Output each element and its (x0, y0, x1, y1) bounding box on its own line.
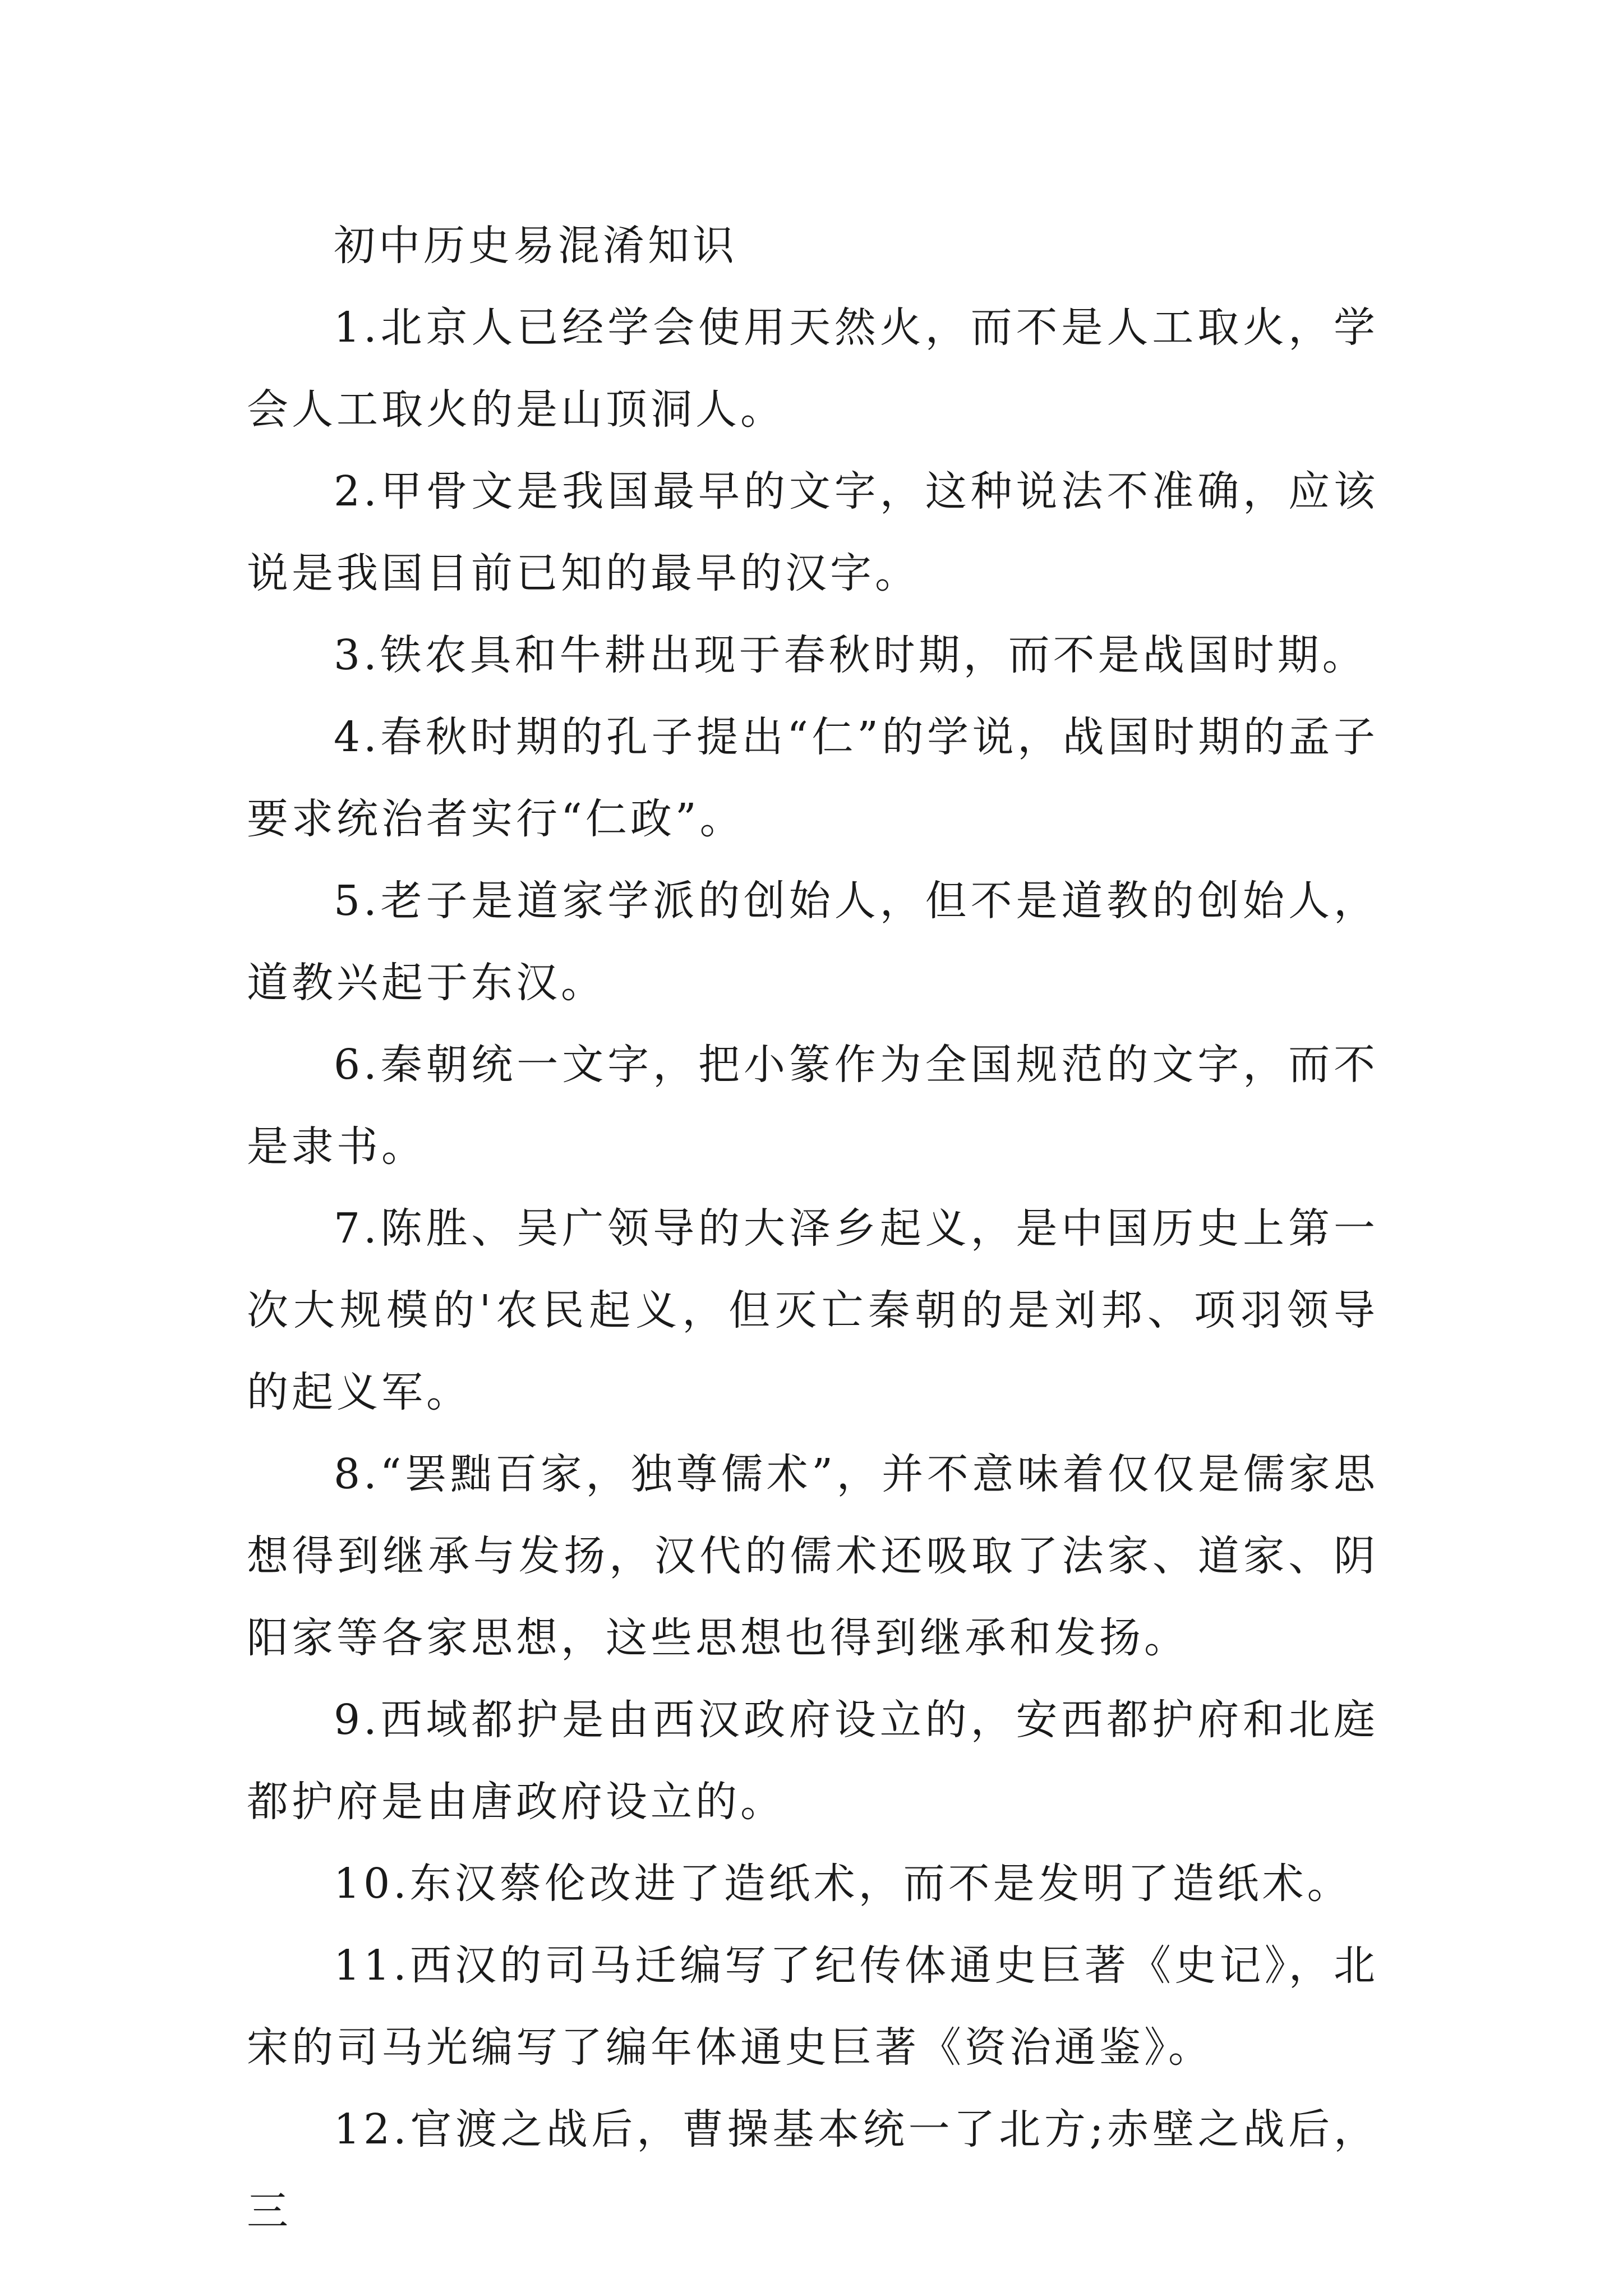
paragraph: 6.秦朝统一文字，把小篆作为全国规范的文字，而不是隶书。 (247, 1041, 1378, 1171)
paragraph: 8.“罢黜百家，独尊儒术”，并不意味着仅仅是儒家思想得到继承与发扬，汉代的儒术还吸取了法家、道家、阴阳家等各家思想，这些思想也得到继承和发扬。 (247, 1450, 1378, 1662)
paragraph: 2.甲骨文是我国最早的文字，这种说法不准确，应该说是我国目前已知的最早的汉字。 (247, 467, 1378, 597)
paragraph: 11.西汉的司马迁编写了纪传体通史巨著《史记》，北宋的司马光编写了编年体通史巨著《资治通鉴》。 (247, 1941, 1378, 2072)
paragraph: 1.北京人已经学会使用天然火，而不是人工取火，学会人工取火的是山顶洞人。 (247, 303, 1378, 434)
page-title: 初中历史易混淆知识 (334, 222, 737, 270)
paragraph: 3.铁农具和牛耕出现于春秋时期，而不是战国时期。 (334, 631, 1367, 679)
paragraph: 10.东汉蔡伦改进了造纸术，而不是发明了造纸术。 (334, 1860, 1352, 1908)
paragraph: 4.春秋时期的孔子提出“仁”的学说，战国时期的孟子要求统治者实行“仁政”。 (247, 713, 1378, 843)
document-body (247, 205, 1378, 2252)
paragraph: 9.西域都护是由西汉政府设立的，安西都护府和北庭都护府是由唐政府设立的。 (247, 1696, 1378, 1826)
paragraph: 7.陈胜、吴广领导的大泽乡起义，是中国历史上第一次大规模的'农民起义，但灭亡秦朝的是刘邦、项羽领导的起义军。 (247, 1204, 1378, 1416)
paragraph: 12.官渡之战后，曹操基本统一了北方;赤壁之战后，三 (247, 2105, 1378, 2235)
paragraph: 5.老子是道家学派的创始人，但不是道教的创始人，道教兴起于东汉。 (247, 877, 1378, 1007)
